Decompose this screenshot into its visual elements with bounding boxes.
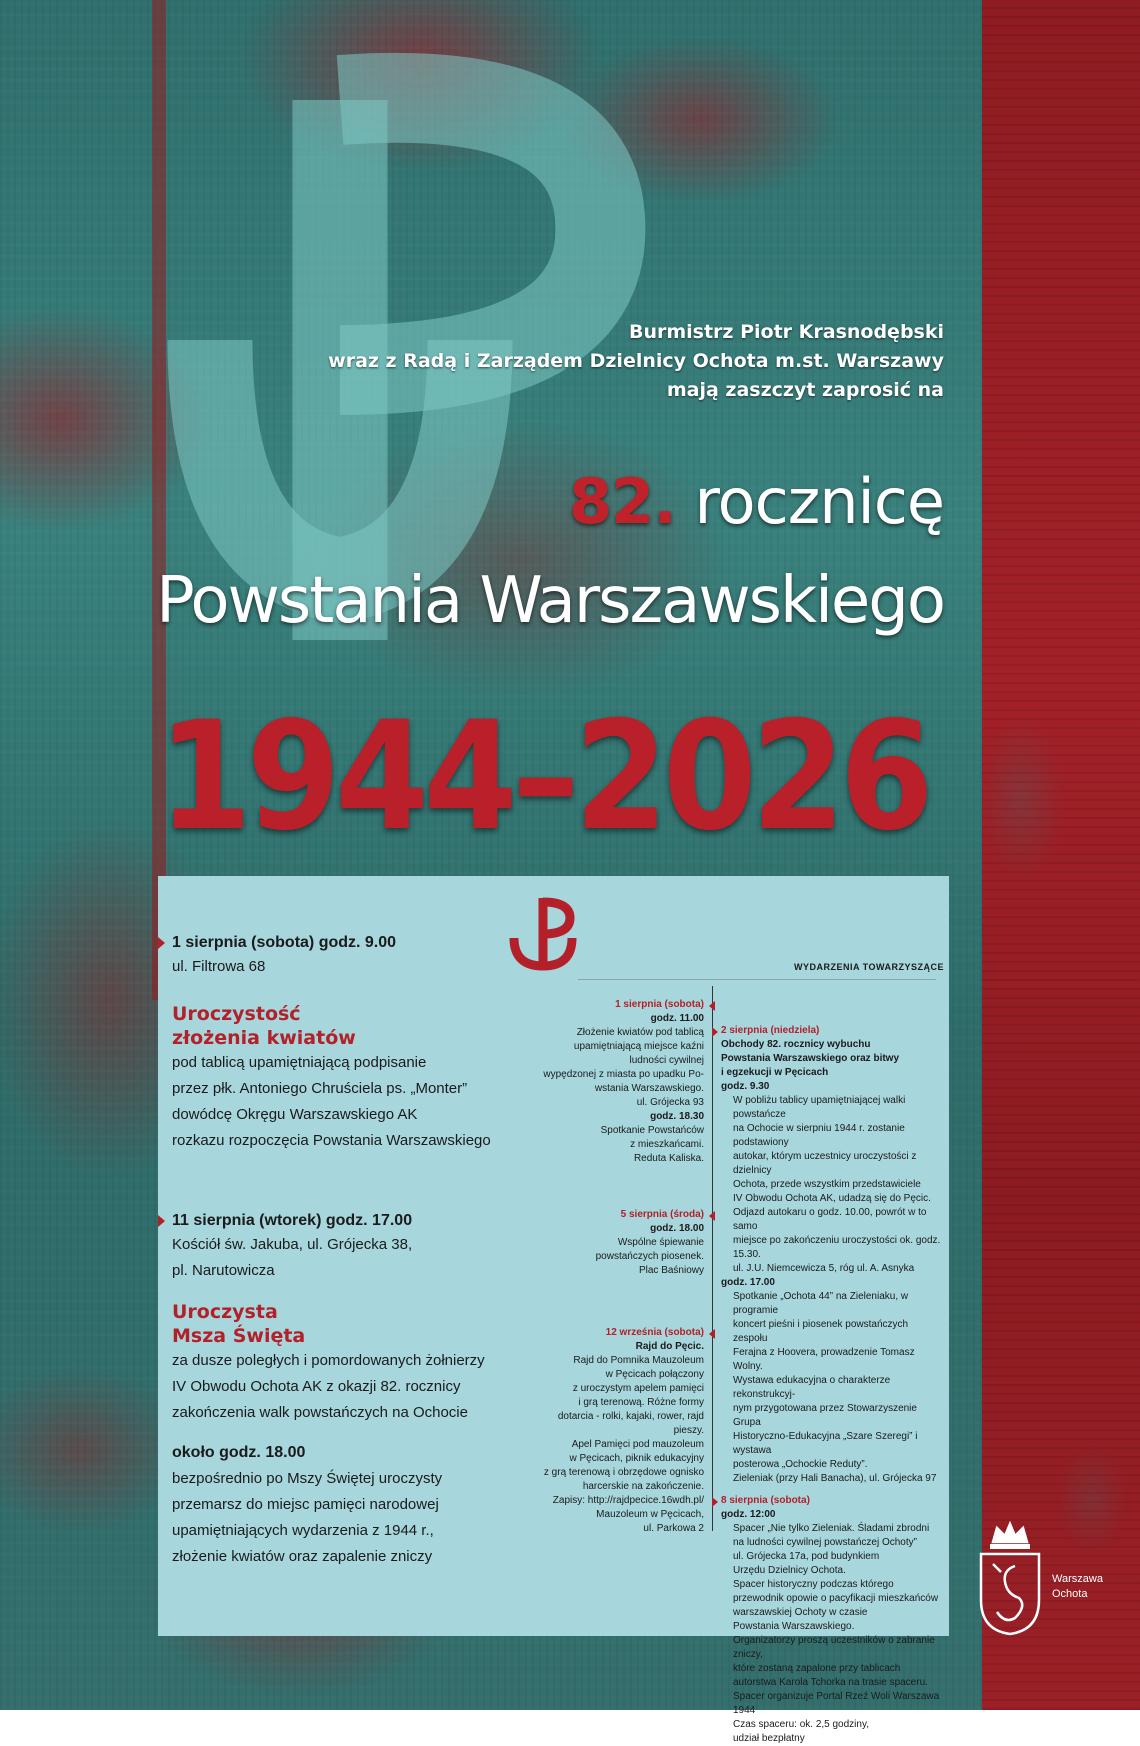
side-events-title: WYDARZENIA TOWARZYSZĄCE [794, 962, 944, 972]
side-event-line: posterowa „Ochockie Reduty”. [733, 1459, 868, 1470]
event-desc: IV Obwodu Ochota AK z okazji 82. rocznicy [172, 1378, 461, 1395]
side-event-line: ul. Grójecka 93 [636, 1097, 704, 1108]
side-event-line: Reduta Kaliska. [633, 1153, 704, 1164]
red-strip [982, 0, 1140, 1710]
side-event-line: godz. 11.00 [650, 1013, 704, 1024]
side-event-line: warszawskiej Ochoty w czasie [733, 1607, 868, 1618]
event-heading: Uroczysta [172, 1301, 278, 1323]
side-event-line: ul. J.U. Niemcewicza 5, róg ul. A. Asnyka [733, 1263, 915, 1274]
side-event-line: Plac Baśniowy [638, 1265, 704, 1276]
title-line-1 [569, 466, 944, 538]
event-desc: za dusze poległych i pomordowanych żołnierzy [172, 1352, 485, 1369]
event-desc: upamiętniających wydarzenia z 1944 r., [172, 1522, 434, 1539]
side-event-line: z uroczystym apelem pamięci [572, 1383, 704, 1394]
side-event-line: W pobliżu tablicy upamiętniającej walki powstańcze [733, 1095, 906, 1120]
side-event-line: Obchody 82. rocznicy wybuchu [721, 1039, 871, 1050]
event-place: Kościół św. Jakuba, ul. Grójecka 38, [172, 1236, 413, 1253]
logo-line: Warszawa [1052, 1573, 1103, 1585]
side-event-line: z grą terenową i obrzędowe ognisko [543, 1467, 704, 1478]
event-desc: przemarsz do miejsc pamięci narodowej [172, 1496, 439, 1513]
anniversary-number: 82. [569, 465, 676, 538]
side-event-line: ul. Parkowa 2 [643, 1523, 704, 1534]
side-event-line: godz. 12:00 [721, 1509, 776, 1520]
title-word: rocznicę [675, 465, 944, 538]
side-event [721, 1024, 943, 1486]
side-divider [712, 986, 713, 1531]
side-event-date: 5 sierpnia (środa) [474, 1208, 704, 1222]
side-event-line: Ochota, przede wszystkim przedstawiciele [733, 1179, 921, 1190]
side-event-line: Organizatorzy proszą uczestników o zabranie zniczy, [733, 1635, 935, 1660]
side-event-line: Powstania Warszawskiego oraz bitwy [721, 1053, 900, 1064]
event-desc: dowódcę Okręgu Warszawskiego AK [172, 1106, 418, 1123]
side-event-line: dotarcia - rolki, kajaki, rower, rajd [557, 1411, 704, 1422]
side-event-line: udział bezpłatny [733, 1733, 805, 1744]
side-event-line: ludności cywilnej [629, 1055, 704, 1066]
event-desc: złożenie kwiatów oraz zapalenie zniczy [172, 1548, 433, 1565]
side-event-line: Apel Pamięci pod mauzoleum [571, 1439, 704, 1450]
side-event-line: i grą terenową. Różne formy [578, 1397, 704, 1408]
event-desc: pod tablicą upamiętniającą podpisanie [172, 1054, 427, 1071]
side-event-line: nym przygotowana przez Stowarzyszenie Grupa [733, 1403, 917, 1428]
side-event-line: pieszy. [673, 1425, 704, 1436]
side-event-line: Spotkanie Powstańców [600, 1125, 704, 1136]
warsaw-mermaid-crest-icon [975, 1520, 1045, 1638]
side-event-line: Spacer organizuje Portal Rzeź Woli Warszawa 1944 [733, 1691, 940, 1716]
side-event-date: 2 sierpnia (niedziela) [721, 1024, 943, 1038]
side-event-line: Spacer historyczny podczas którego [733, 1579, 894, 1590]
side-event-line: Powstania Warszawskiego. [733, 1621, 855, 1632]
event-place: ul. Filtrowa 68 [172, 958, 266, 975]
side-event-line: powstańczych piosenek. [595, 1251, 704, 1262]
side-event [474, 1208, 704, 1278]
side-event-date: 8 sierpnia (sobota) [721, 1494, 943, 1508]
event-desc: zakończenia walk powstańczych na Ochocie [172, 1404, 468, 1421]
side-event-line: Ferajna z Hoovera, prowadzenie Tomasz Wolny. [733, 1347, 915, 1372]
invitation-line: wraz z Radą i Zarządem Dzielnicy Ochota m.st. Warszawy [328, 350, 944, 372]
side-event-line: Odjazd autokaru o godz. 10.00, powrót w to samo [733, 1207, 927, 1232]
side-left-column [474, 998, 704, 1536]
side-rule [578, 979, 936, 980]
side-event-line: godz. 18.30 [650, 1111, 704, 1122]
side-event-line: Mauzoleum w Pęcicach, [596, 1509, 704, 1520]
side-event-line: Rajd do Pomnika Mauzoleum [573, 1355, 704, 1366]
side-event-line: Złożenie kwiatów pod tablicą [576, 1027, 704, 1038]
event-heading: złożenia kwiatów [172, 1027, 356, 1049]
side-event-line: IV Obwodu Ochota AK, udadzą się do Pęcic. [733, 1193, 931, 1204]
kotwica-icon [508, 894, 578, 972]
side-event-line: na Ochocie w sierpniu 1944 r. zostanie podstawiony [733, 1123, 905, 1148]
side-event-line: upamiętniającą miejsce kaźni [573, 1041, 704, 1052]
side-event-line: wypędzonej z miasta po upadku Po- [543, 1069, 704, 1080]
logo-line: Ochota [1052, 1588, 1088, 1600]
side-event-line: Historyczno-Edukacyjna „Szare Szeregi” i wystawa [733, 1431, 918, 1456]
side-event-line: Zieleniak (przy Hali Banacha), ul. Grójecka 97 [733, 1473, 937, 1484]
side-event-line: i egzekucji w Pęcicach [721, 1067, 829, 1078]
side-event-line: z mieszkańcami. [630, 1139, 704, 1150]
title-line-2: Powstania Warszawskiego [156, 564, 944, 638]
event-heading: Msza Święta [172, 1325, 306, 1347]
side-event-line: miejsce po zakończeniu uroczystości ok. godz. 15.30. [733, 1235, 941, 1260]
side-event-line: godz. 9.30 [721, 1081, 770, 1092]
side-event-line: które zostaną zapalone przy tablicach [733, 1663, 901, 1674]
event-desc: przez płk. Antoniego Chruściela ps. „Monter” [172, 1080, 468, 1097]
event-heading: Uroczystość [172, 1003, 301, 1025]
side-event-line: Spotkanie „Ochota 44” na Zieleniaku, w programie [733, 1291, 909, 1316]
side-event-line: ul. Grójecka 17a, pod budynkiem [733, 1551, 880, 1562]
side-event-line: Zapisy: http://rajdpecice.16wdh.pl/ [552, 1495, 704, 1506]
event-date: 11 sierpnia (wtorek) godz. 17.00 [158, 1210, 485, 1232]
side-event-line: autokar, którym uczestnicy uroczystości z dzielnicy [733, 1151, 917, 1176]
side-event-line: Spacer „Nie tylko Zieleniak. Śladami zbrodni [733, 1523, 930, 1534]
logo-text [1052, 1572, 1103, 1602]
event-date: 1 sierpnia (sobota) godz. 9.00 [158, 932, 491, 954]
main-event-1 [158, 932, 491, 1154]
side-event-line: godz. 17.00 [721, 1277, 775, 1288]
side-event-line: w Pęcicach połączony [605, 1369, 704, 1380]
main-event-2 [158, 1210, 485, 1570]
side-event-line: autorstwa Karola Tchorka na trasie spaceru. [733, 1677, 928, 1688]
side-event-line: wstania Warszawskiego. [594, 1083, 704, 1094]
event-time: około godz. 18.00 [172, 1444, 306, 1461]
side-event-line: Wystawa edukacyjna o charakterze rekonstrukcyj- [733, 1375, 891, 1400]
side-event-line: koncert pieśni i piosenek powstańczych zespołu [733, 1319, 909, 1344]
side-event-line: na ludności cywilnej powstańczej Ochoty” [733, 1537, 917, 1548]
program-panel [158, 876, 949, 1744]
side-event [721, 1494, 943, 1746]
side-event-line: godz. 18.00 [650, 1223, 704, 1234]
event-desc: bezpośrednio po Mszy Świętej uroczysty [172, 1470, 443, 1487]
side-event-line: Czas spaceru: ok. 2,5 godziny, [733, 1719, 869, 1730]
side-event-date: 1 sierpnia (sobota) [474, 998, 704, 1012]
side-event-line: harcerskie na zakończenie. [582, 1481, 704, 1492]
side-event-date: 12 września (sobota) [474, 1326, 704, 1340]
event-desc: rozkazu rozpoczęcia Powstania Warszawskiego [172, 1132, 491, 1149]
invitation-line: Burmistrz Piotr Krasnodębski [628, 321, 944, 343]
side-right-column [721, 1024, 943, 1746]
side-event-line: przewodnik opowie o pacyfikacji mieszkańców [733, 1593, 939, 1604]
side-event-line: Rajd do Pęcic. [635, 1341, 704, 1352]
side-event-line: Wspólne śpiewanie [617, 1237, 704, 1248]
side-event-line: w Pęcicach, piknik edukacyjny [569, 1453, 704, 1464]
years-heading: 1944–2026 [158, 690, 929, 864]
side-event [474, 1326, 704, 1536]
invitation-line: mają zaszczyt zaprosić na [666, 379, 944, 401]
invitation-text [328, 318, 944, 405]
side-event-line: Urzędu Dzielnicy Ochota. [733, 1565, 846, 1576]
side-event [474, 998, 704, 1166]
event-place: pl. Narutowicza [172, 1262, 275, 1279]
